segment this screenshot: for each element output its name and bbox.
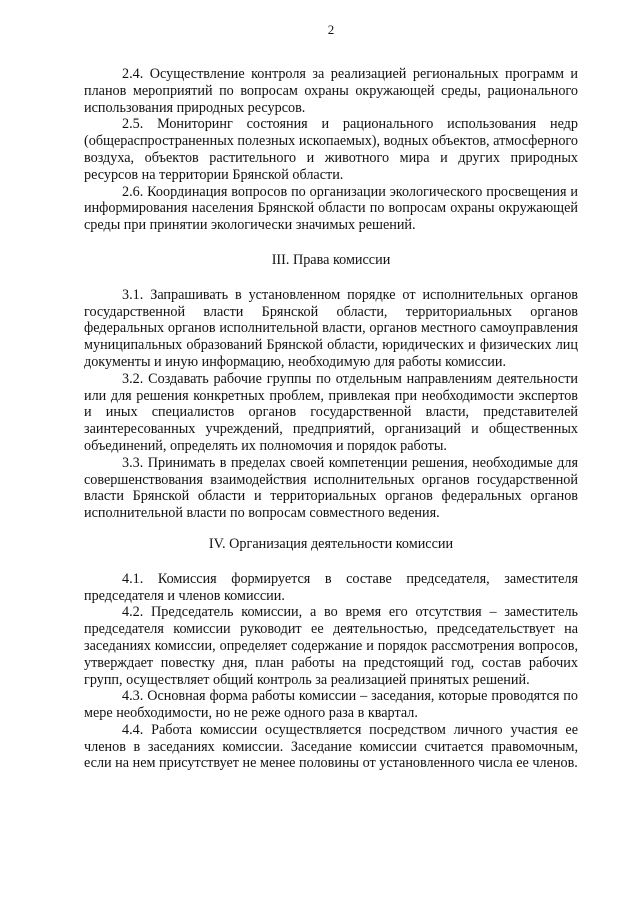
document-body bbox=[84, 66, 578, 772]
paragraph-4-1: 4.1. Комиссия формируется в составе председателя, заместителя председателя и членов комиссии. bbox=[84, 570, 578, 604]
paragraph-4-3: 4.3. Основная форма работы комиссии – заседания, которые проводятся по мере необходимости, но не реже одного раза в квартал. bbox=[84, 688, 578, 722]
paragraph-4-4: 4.4. Работа комиссии осуществляется посредством личного участия ее членов в заседаниях комиссии. Заседание комиссии считается правомочным, если на нем присутствует не менее половины от установленного числа ее членов. bbox=[84, 721, 578, 772]
section-heading-3: III. Права комиссии bbox=[271, 251, 391, 268]
paragraph-4-2: 4.2. Председатель комиссии, а во время его отсутствия – заместитель председателя комиссии руководит ее деятельностью, председательствует на заседаниях комиссии, определяет содержание и порядок рассмотрения вопросов, утверждает повестку дня, план работы на предстоящий год, состав рабочих групп, осуществляет общий контроль за реализацией принятых решений. bbox=[84, 604, 578, 688]
page-number: 2 bbox=[327, 22, 335, 37]
paragraph-3-2: 3.2. Создавать рабочие группы по отдельным направлениям деятельности или для решения конкретных проблем, привлекая при необходимости экспертов и иных специалистов органов государственной власти, представителей заинтересованных учреждений, предприятий, организаций и общественных объединений, определять их полномочия и порядок работы. bbox=[84, 370, 578, 454]
paragraph-2-6: 2.6. Координация вопросов по организации экологического просвещения и информирования населения Брянской области по вопросам охраны окружающей среды при принятии экологически значимых решений. bbox=[84, 183, 578, 234]
paragraph-2-5: 2.5. Мониторинг состояния и рационального использования недр (общераспространенных полезных ископаемых), водных объектов, атмосферного воздуха, объектов растительного и животного мира и других природных ресурсов на территории Брянской области. bbox=[84, 116, 578, 183]
paragraph-3-1: 3.1. Запрашивать в установленном порядке от исполнительных органов государственной власти Брянской области, территориальных органов федеральных органов исполнительной власти, органов местного самоуправления муниципальных образований Брянской области, юридических и физических лиц документы и иную информацию, необходимую для работы комиссии. bbox=[84, 286, 578, 370]
paragraph-3-3: 3.3. Принимать в пределах своей компетенции решения, необходимые для совершенствования взаимодействия исполнительных органов государственной власти Брянской области и территориальных органов федеральных органов исполнительной власти по вопросам совместного ведения. bbox=[84, 454, 578, 522]
section-heading-4: IV. Организация деятельности комиссии bbox=[208, 535, 454, 552]
paragraph-2-4: 2.4. Осуществление контроля за реализацией региональных программ и планов мероприятий по вопросам охраны окружающей среды, рационального использования природных ресурсов. bbox=[84, 66, 578, 116]
